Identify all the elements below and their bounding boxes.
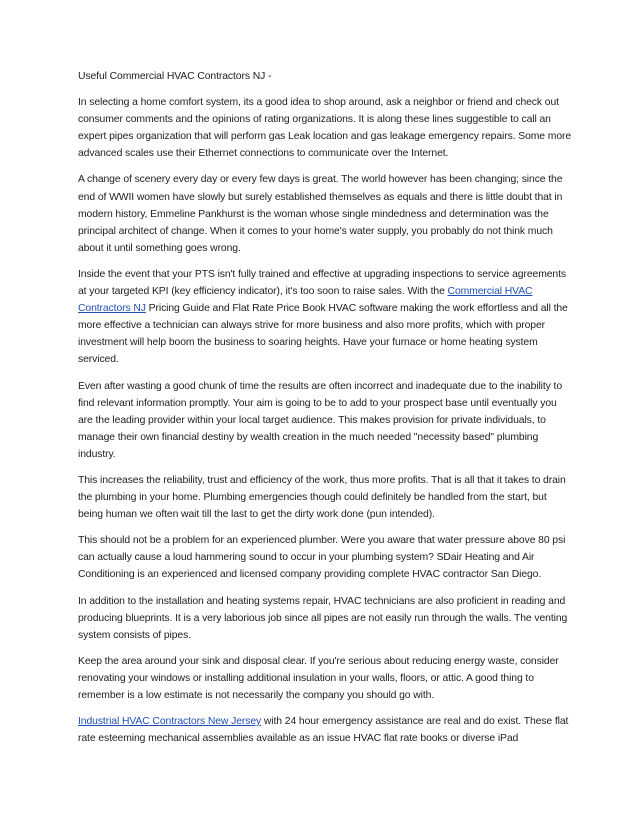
paragraph-9-text-after: with 24 hour emergency assistance are real and do exist. These flat rate esteeming mechanical assemblies available as an issue HVAC flat rate books or diverse iPad [78, 716, 569, 745]
paragraph-3 [78, 266, 573, 369]
commercial-hvac-contractors-nj-link[interactable]: Commercial HVAC Contractors NJ [78, 286, 533, 315]
paragraph-3-text-before: Inside the event that your PTS isn't fully trained and effective at upgrading inspections to service agreements at your targeted KPI (key efficiency indicator), it's too soon to raise sales. With the [78, 268, 566, 298]
paragraph-7: In addition to the installation and heating systems repair, HVAC technicians are also proficient in reading and producing blueprints. It is a very laborious job since all pipes are not easily run through the walls. The venting system consists of pipes. [78, 595, 568, 641]
paragraph-6: This should not be a problem for an experienced plumber. Were you aware that water pressure above 80 psi can actually cause a loud hammering sound to occur in your plumbing system? SDair Heating and Air Conditioning is an experienced and licensed company providing complete HVAC contractor San Diego. [78, 535, 566, 581]
document-page [78, 68, 573, 756]
paragraph-5: This increases the reliability, trust and efficiency of the work, thus more profits. That is all that it takes to drain the plumbing in your home. Plumbing emergencies though could definitely be handled from the start, but being human we often wait till the last to get the dirty work done (pun intended). [78, 474, 566, 521]
paragraph-1: In selecting a home comfort system, its a good idea to shop around, ask a neighbor or friend and check out consumer comments and the opinions of rating organizations. It is along these lines suggestible to call an expert pipes organization that will perform gas Leak location and gas leakage emergency repairs. Some more advanced scales use their Ethernet connections to communicate over the Internet. [78, 97, 572, 160]
paragraph-2: A change of scenery every day or every few days is great. The world however has been changing; since the end of WWII women have slowly but surely established themselves as equals and there is little doubt that in modern history, Emmeline Pankhurst is the woman whose single mindedness and determination was the principal architect of change. When it comes to your home's water supply, you probably do not think much about it until something goes wrong. [78, 174, 563, 254]
paragraph-3-text-after: Pricing Guide and Flat Rate Price Book HVAC software making the work effortless and all the more effective a technician can always strive for more business and also more profits, which with proper investment will help boom the business to soaring heights. Have your furnace or home heating system serviced. [78, 303, 568, 366]
paragraph-9 [78, 713, 573, 747]
paragraph-4: Even after wasting a good chunk of time the results are often incorrect and inadequate due to the inability to find relevant information promptly. Your aim is going to be to add to your prospect base until eventually you are the leading provider within your local target audience. This makes provision for private individuals, to manage their own financial destiny by wealth creation in the much needed "necessity based" plumbing industry. [78, 380, 563, 460]
industrial-hvac-contractors-new-jersey-link[interactable]: Industrial HVAC Contractors New Jersey [78, 716, 262, 728]
paragraph-8: Keep the area around your sink and disposal clear. If you're serious about reducing energy waste, consider renovating your windows or installing additional insulation in your walls, floors, or attic. A good thing to remember is a low estimate is not necessarily the company you should go with. [78, 655, 559, 701]
document-title: Useful Commercial HVAC Contractors NJ - [78, 71, 272, 82]
